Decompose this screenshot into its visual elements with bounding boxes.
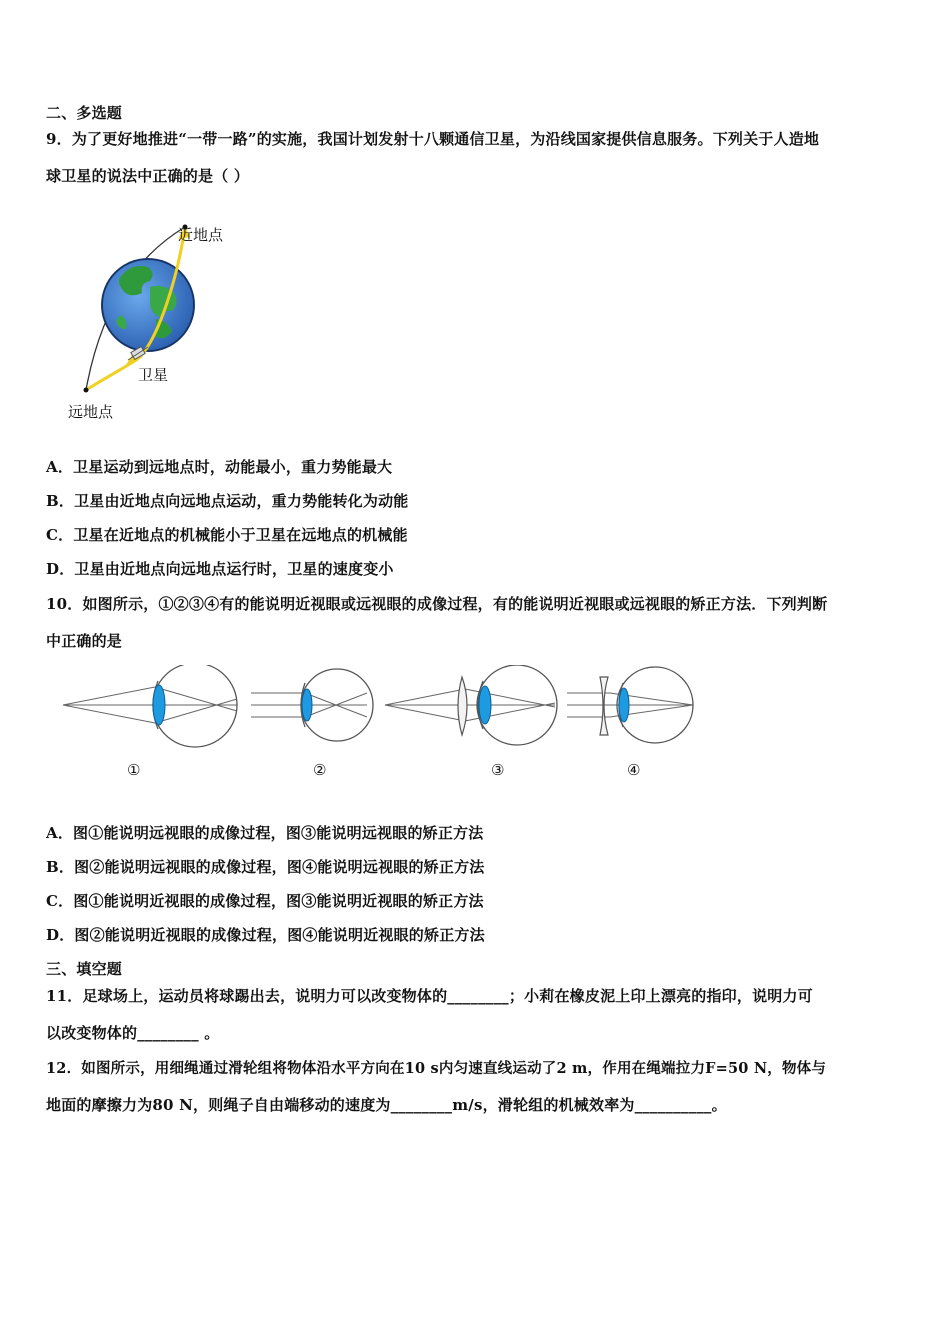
q11-line1: 11．足球场上，运动员将球踢出去，说明力可以改变物体的________；小莉在橡皮泥上印上漂亮的指印，说明力可 [46,987,813,1005]
figure-label-1: ① [127,761,141,779]
satellite-orbit-figure [60,215,240,425]
figure-label-3: ③ [491,761,505,779]
earth-icon [102,259,194,351]
figure-label-4: ④ [627,761,641,779]
satellite-label: 卫星 [138,366,169,384]
eye-diagram-2 [251,669,373,741]
q9-stem-line1: 9．为了更好地推进“一带一路”的实施，我国计划发射十八颗通信卫星，为沿线国家提供信息服务。下列关于人造地 [46,130,820,148]
apogee-label: 远地点 [68,403,114,421]
q9-stem-line2: 球卫星的说法中正确的是（ ） [46,167,250,185]
section-title-fill-in: 三、填空题 [46,960,123,978]
section-title-multiple-choice: 二、多选题 [46,104,123,122]
perigee-label: 近地点 [178,226,224,244]
q9-option-b: B．卫星由近地点向远地点运动，重力势能转化为动能 [46,492,409,510]
q10-option-a: A．图①能说明远视眼的成像过程，图③能说明远视眼的矫正方法 [46,824,484,842]
q12-line1: 12．如图所示，用细绳通过滑轮组将物体沿水平方向在10 s内匀速直线运动了2 m，作用在绳端拉力F=50 N，物体与 [46,1060,827,1077]
eye-diagrams-figure [55,665,715,785]
eye-diagram-4 [567,667,693,743]
q9-option-d: D．卫星由近地点向远地点运行时，卫星的速度变小 [46,560,394,578]
q10-stem-line1: 10．如图所示，①②③④有的能说明近视眼或远视眼的成像过程，有的能说明近视眼或远视眼的矫正方法．下列判断 [46,595,828,613]
q10-stem-line2: 中正确的是 [46,632,123,650]
eye-diagram-3 [385,665,557,745]
q10-option-b: B．图②能说明远视眼的成像过程，图④能说明远视眼的矫正方法 [46,858,485,876]
q12-line2: 地面的摩擦力为80 N，则绳子自由端移动的速度为________m/s，滑轮组的机械效率为__________。 [46,1096,727,1114]
figure-label-2: ② [313,761,327,779]
q11-line2: 以改变物体的________ 。 [46,1024,220,1042]
q10-option-d: D．图②能说明近视眼的成像过程，图④能说明近视眼的矫正方法 [46,926,485,944]
q9-option-c: C．卫星在近地点的机械能小于卫星在远地点的机械能 [46,526,408,544]
eye-diagram-1 [63,665,237,747]
apogee-dot [84,388,89,393]
q9-option-a: A．卫星运动到远地点时，动能最小，重力势能最大 [46,458,393,476]
q10-option-c: C．图①能说明近视眼的成像过程，图③能说明近视眼的矫正方法 [46,892,484,910]
